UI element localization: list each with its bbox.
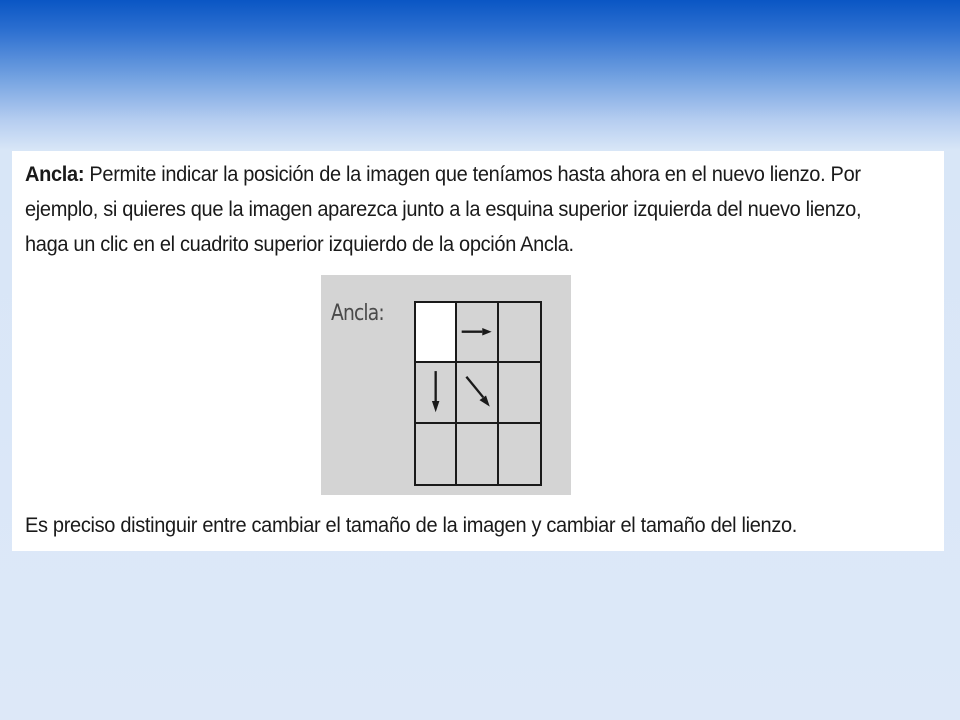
anchor-label: Ancla:: [331, 301, 384, 326]
anchor-cell-center[interactable]: [457, 363, 498, 423]
anchor-panel: [321, 275, 571, 495]
intro-line-1: [25, 157, 861, 192]
anchor-cell-top-left[interactable]: [416, 303, 457, 363]
anchor-cell-top-right[interactable]: [499, 303, 540, 363]
anchor-cell-middle-left[interactable]: [416, 363, 457, 423]
anchor-cell-top-center[interactable]: [457, 303, 498, 363]
intro-line-3: haga un clic en el cuadrito superior izquierdo de la opción Ancla.: [25, 232, 574, 256]
intro-line-2: ejemplo, si quieres que la imagen aparezca junto a la esquina superior izquierda del nuevo lienzo,: [25, 197, 862, 221]
anchor-term: Ancla:: [25, 162, 85, 186]
intro-text-1: Permite indicar la posición de la imagen que teníamos hasta ahora en el nuevo lienzo. Por: [84, 162, 861, 186]
note-paragraph: Es preciso distinguir entre cambiar el tamaño de la imagen y cambiar el tamaño del lienzo.: [25, 513, 798, 537]
slide-content-box: [12, 151, 944, 551]
anchor-cell-bottom-right[interactable]: [499, 424, 540, 484]
anchor-cell-bottom-left[interactable]: [416, 424, 457, 484]
anchor-cell-middle-right[interactable]: [499, 363, 540, 423]
anchor-grid: [414, 301, 542, 486]
anchor-cell-bottom-center[interactable]: [457, 424, 498, 484]
arrow-right-icon: [457, 303, 496, 361]
intro-paragraph: [25, 157, 861, 262]
arrow-down-right-icon: [457, 363, 496, 421]
arrow-down-icon: [416, 363, 455, 421]
